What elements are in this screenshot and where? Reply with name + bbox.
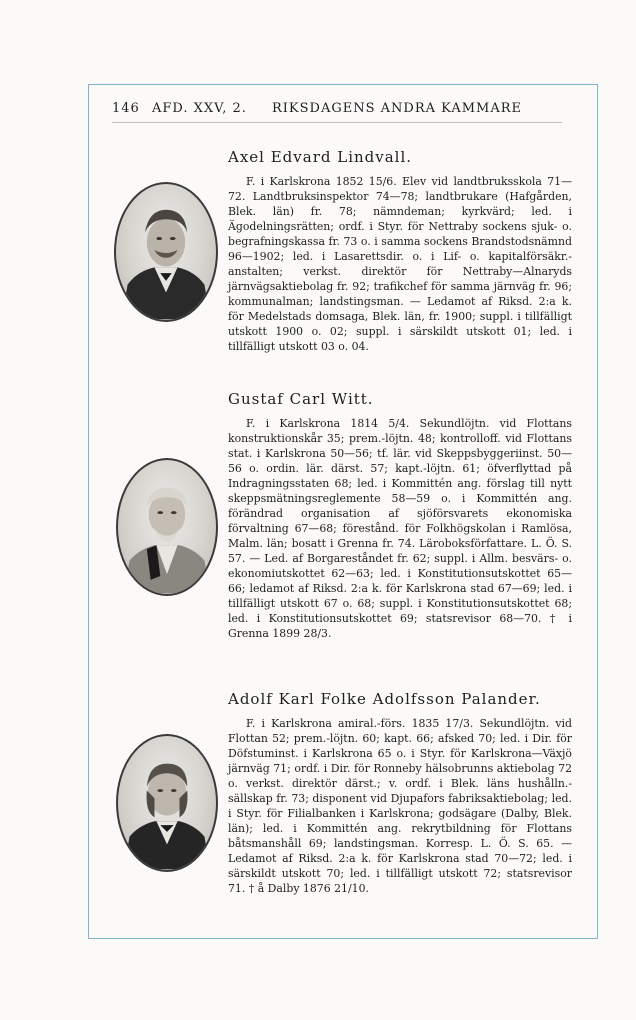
portrait-witt: [116, 458, 218, 596]
entry-bio: F. i Karlskrona 1852 15/6. Elev vid landtbruksskola 71—72. Landtbruksinspektor 74—78; landtbrukare (Hafgården, Blek. län) fr. 78; nämndeman; kyrkvärd; led. i Ägodelningsrätten; ordf. i Styr. för Nettraby sockens sjuk- o. begrafningskassa fr. 73 o. i samma sockens Brandstodsnämnd 96—1902; led. i Lasarettsdir. o. i Lif- o. kapitalförsäkr.-anstalten; verkst. direktör för Nettraby—Alnaryds järnvägsaktiebolag fr. 92; trafikchef för samma järnväg fr. 96; kommunalman; landstingsman. — Ledamot af Riksd. 2:a k. för Medelstads domsaga, Blek. län, fr. 1900; suppl. i tillfälligt utskott 1900 o. 02; suppl. i särskildt utskott 01; led. i tillfälligt utskott 03 o. 04.: [228, 175, 572, 353]
entry-palander: [228, 690, 572, 896]
entry-name: Axel Edvard Lindvall.: [228, 148, 413, 166]
portrait-palander: [116, 734, 218, 872]
running-title: RIKSDAGENS ANDRA KAMMARE: [272, 101, 522, 116]
page-number: 146: [112, 101, 140, 116]
page-header: [112, 101, 542, 123]
section-label: AFD. XXV, 2.: [152, 101, 247, 116]
portrait-lindvall-image: [116, 184, 216, 320]
entry-bio: F. i Karlskrona amiral.-förs. 1835 17/3. Sekundlöjtn. vid Flottan 52; prem.-löjtn. 60; kapt. 66; afsked 70; led. i Dir. för Döfstuminst. i Karlskrona 65 o. i Styr. för Karlskrona—Växjö järnväg 71; ordf. i Dir. för Ronneby hälsobrunns aktiebolag 72 o. verkst. direktör därst.; v. ordf. i Blek. läns hushålln.-sällskap fr. 73; disponent vid Djupafors fabriksaktiebolag; led. i Styr. för Filialbanken i Karlskrona; godsägare (Dalby, Blek. län); led. i Kommittén ang. rekrytbildning för Flottans båtsmanshåll 69; landstingsman. Korresp. L. Ö. S. 65. — Ledamot af Riksd. 2:a k. för Karlskrona stad 70—72; led. i särskildt utskott 70; led. i tillfälligt utskott 72; statsrevisor 71. † å Dalby 1876 21/10.: [228, 717, 572, 895]
entry-lindvall: [228, 148, 572, 354]
header-rule: [112, 122, 562, 123]
entry-name: Gustaf Carl Witt.: [228, 390, 374, 408]
entry-name: Adolf Karl Folke Adolfsson Palander.: [228, 690, 541, 708]
entry-witt: [228, 390, 572, 641]
portrait-palander-image: [118, 736, 216, 870]
portrait-witt-image: [118, 460, 216, 594]
entry-bio: F. i Karlskrona 1814 5/4. Sekundlöjtn. vid Flottans konstruktionskår 35; prem.-löjtn. 48; kontrolloff. vid Flottans stat. i Karlskrona 50—56; tf. lär. vid Skeppsbyggeriinst. 50—56 o. ordin. lär. därst. 57; kapt.-löjtn. 61; öfverflyttad på Indragningsstaten 68; led. i Kommittén ang. förslag till nytt skeppsmätningsreglemente 58—59 o. i Kommittén ang. förändrad organisation af sjöförsvarets ekonomiska förvaltning 67—68; förestånd. för Folkhögskolan i Ramlösa, Malm. län; bosatt i Grenna fr. 74. Läroboksförfattare. L. Ö. S. 57. — Led. af Borgareståndet fr. 62; suppl. i Allm. besvärs- o. ekonomiutskottet 62—63; led. i Konstitutionsutskottet 65—66; ledamot af Riksd. 2:a k. för Karlskrona stad 67—69; led. i tillfälligt utskott 67 o. 68; suppl. i Konstitutionsutskottet 68; led. i Konstitutionsutskottet 69; statsrevisor 68—70. † i Grenna 1899 28/3.: [228, 417, 572, 640]
portrait-lindvall: [114, 182, 218, 322]
